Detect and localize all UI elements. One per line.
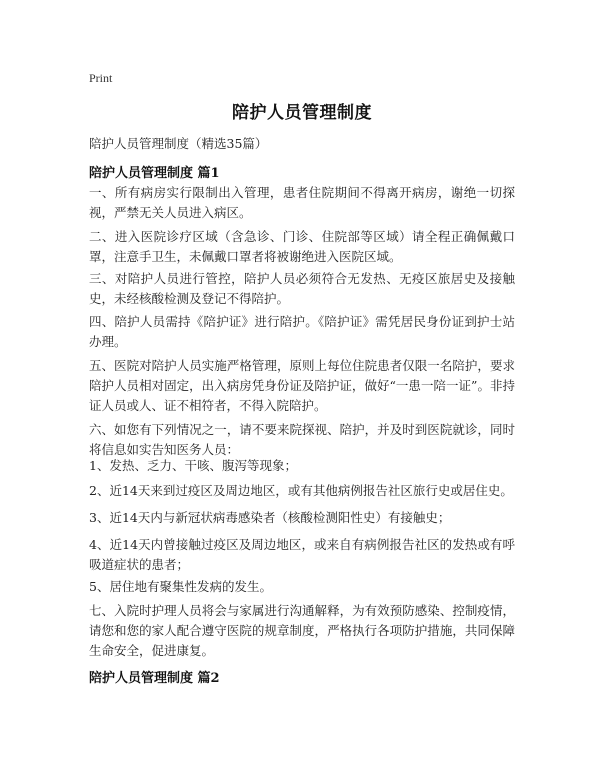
- document-subtitle: 陪护人员管理制度（精选35篇）: [89, 136, 268, 151]
- list-item: 4、近14天内曾接触过疫区及周边地区，或来自有病例报告社区的发热或有呼吸道症状的患者；: [89, 537, 515, 572]
- paragraph: 五、医院对陪护人员实施严格管理，原则上每位住院患者仅限一名陪护，要求陪护人员相对固定，出入病房凭身份证及陪护证，做好“一患一陪一证”。非持证人员或人、证不相符者，不得入院陪护。: [89, 358, 515, 413]
- list-item: 5、居住地有聚集性发病的发生。: [89, 579, 272, 594]
- document-title: 陪护人员管理制度: [232, 103, 372, 123]
- paragraph: 七、入院时护理人员将会与家属进行沟通解释，为有效预防感染、控制疫情，请您和您的家人配合遵守医院的规章制度，严格执行各项防护措施，共同保障生命安全，促进康复。: [89, 603, 515, 658]
- list-item: 1、发热、乏力、干咳、腹泻等现象；: [89, 458, 297, 473]
- section-heading-1: 陪护人员管理制度 篇1: [89, 166, 220, 181]
- paragraph: 六、如您有下列情况之一，请不要来院探视、陪护，并及时到医院就诊，同时将信息如实告知医务人员：: [89, 422, 515, 457]
- list-item: 3、近14天内与新冠状病毒感染者（核酸检测阳性史）有接触史；: [89, 510, 451, 525]
- paragraph: 四、陪护人员需持《陪护证》进行陪护。《陪护证》需凭居民身份证到护士站办理。: [89, 314, 515, 349]
- section-heading-2: 陪护人员管理制度 篇2: [89, 671, 220, 686]
- list-item: 2、近14天来到过疫区及周边地区，或有其他病例报告社区旅行史或居住史。: [89, 483, 513, 498]
- print-link[interactable]: Print: [89, 71, 113, 85]
- paragraph: 三、对陪护人员进行管控，陪护人员必须符合无发热、无疫区旅居史及接触史，未经核酸检测及登记不得陪护。: [89, 271, 515, 306]
- paragraph: 二、进入医院诊疗区域（含急诊、门诊、住院部等区域）请全程正确佩戴口罩，注意手卫生，未佩戴口罩者将被谢绝进入医院区域。: [89, 229, 515, 264]
- paragraph: 一、所有病房实行限制出入管理，患者住院期间不得离开病房，谢绝一切探视，严禁无关人员进入病区。: [89, 185, 515, 220]
